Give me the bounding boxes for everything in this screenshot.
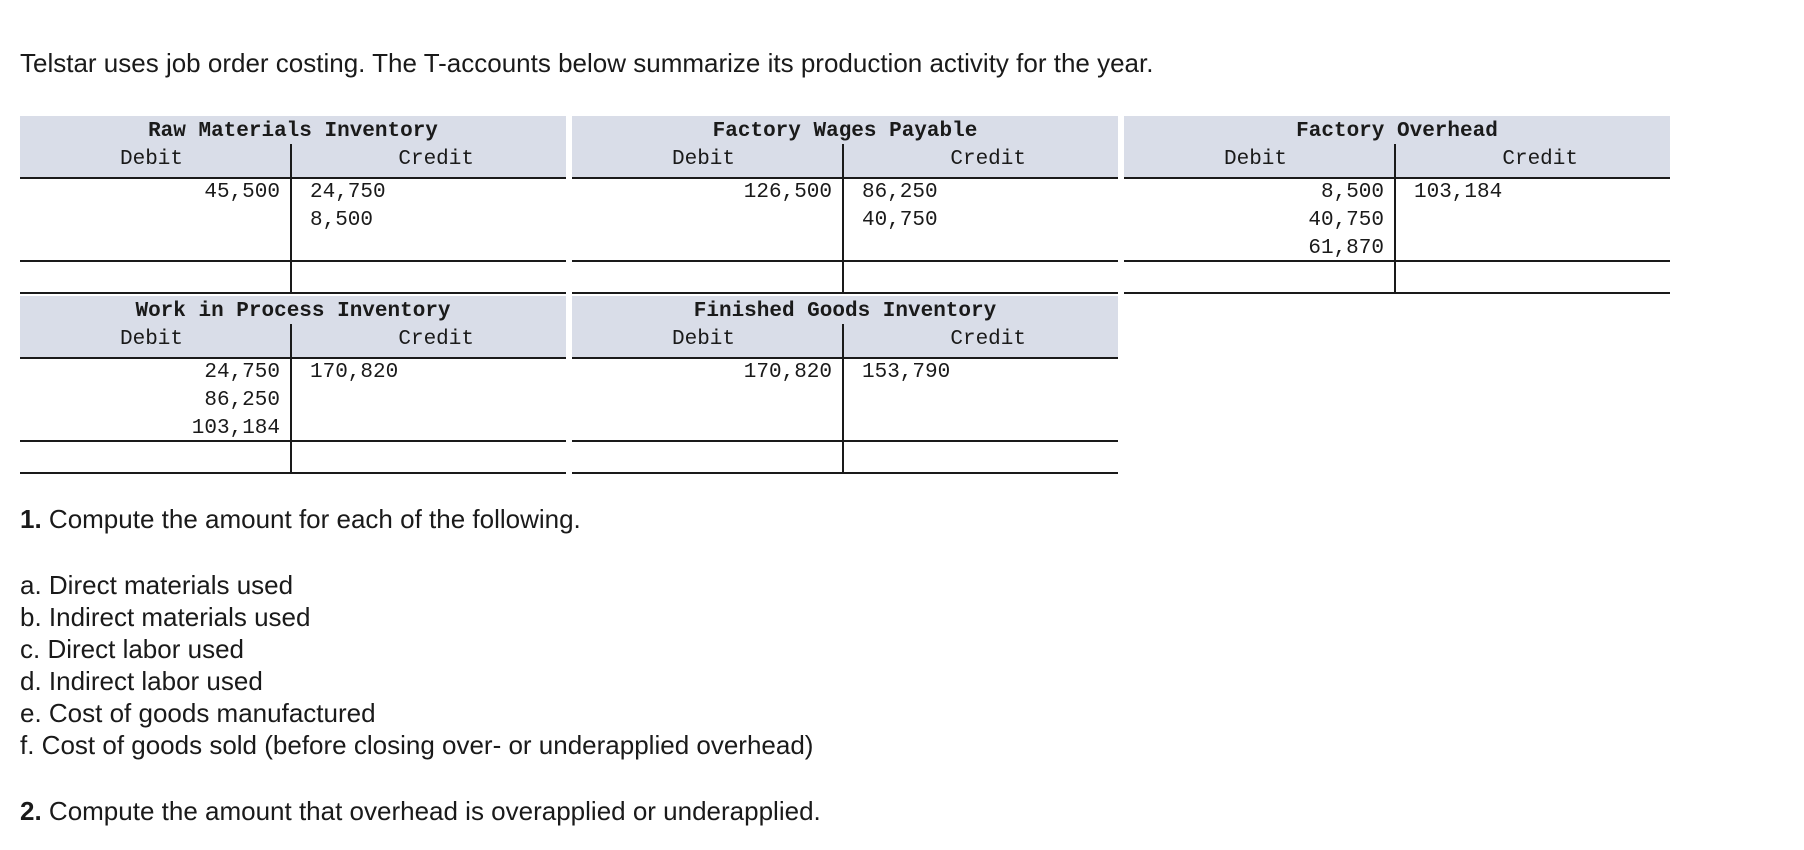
debit-label: Debit (120, 148, 184, 171)
credit-column (310, 179, 386, 235)
t-account-title: Raw Materials Inventory (148, 120, 438, 143)
t-account-title: Factory Wages Payable (712, 120, 978, 143)
debit-column (572, 179, 832, 207)
list-item: e. Cost of goods manufactured (20, 698, 376, 728)
debit-column (20, 359, 280, 443)
credit-entry: 103,184 (1414, 181, 1503, 204)
t-account-title: Work in Process Inventory (135, 300, 451, 323)
debit-label: Debit (672, 148, 736, 171)
t-bottom-rule (20, 292, 566, 294)
credit-column (1414, 179, 1502, 207)
t-account-factory-wages (572, 116, 1118, 296)
debit-column (20, 179, 280, 207)
credit-label: Credit (950, 148, 1026, 171)
credit-label: Credit (950, 328, 1026, 351)
t-account-header (572, 116, 1118, 177)
debit-entry: 86,250 (204, 389, 280, 412)
list-item: d. Indirect labor used (20, 666, 263, 696)
t-account-title: Finished Goods Inventory (693, 300, 997, 323)
credit-entry: 8,500 (310, 209, 374, 232)
question-2 (20, 796, 821, 827)
question-text: Compute the amount for each of the following. (41, 504, 581, 534)
intro-text: Telstar uses job order costing. The T-accounts below summarize its production activity for the year. (20, 48, 1154, 78)
debit-entry: 8,500 (1320, 181, 1384, 204)
t-total-rule (20, 440, 566, 442)
credit-label: Credit (398, 328, 474, 351)
list-item: c. Direct labor used (20, 634, 244, 664)
debit-label: Debit (1224, 148, 1288, 171)
t-total-rule (572, 260, 1118, 262)
credit-column (310, 359, 398, 387)
credit-entry: 86,250 (862, 181, 938, 204)
debit-column (1124, 179, 1384, 263)
list-item: b. Indirect materials used (20, 602, 311, 632)
t-account-work-in-process (20, 296, 566, 476)
credit-label: Credit (398, 148, 474, 171)
question-1-items (20, 569, 813, 761)
credit-column (862, 359, 950, 387)
t-bottom-rule (572, 472, 1118, 474)
t-account-raw-materials (20, 116, 566, 296)
debit-label: Debit (120, 328, 184, 351)
t-account-finished-goods (572, 296, 1118, 476)
t-account-header (20, 116, 566, 177)
credit-entry: 153,790 (862, 361, 951, 384)
debit-column (572, 359, 832, 387)
t-total-rule (20, 260, 566, 262)
question-number: 2. (20, 796, 42, 826)
debit-entry: 24,750 (204, 361, 280, 384)
debit-entry: 170,820 (743, 361, 832, 384)
t-account-header (572, 296, 1118, 357)
t-account-header (1124, 116, 1670, 177)
t-bottom-rule (572, 292, 1118, 294)
t-total-rule (572, 440, 1118, 442)
credit-entry: 170,820 (310, 361, 399, 384)
credit-label: Credit (1502, 148, 1578, 171)
credit-entry: 40,750 (862, 209, 938, 232)
credit-entry: 24,750 (310, 181, 386, 204)
credit-column (862, 179, 938, 235)
question-number: 1. (20, 504, 42, 534)
debit-entry: 45,500 (204, 181, 280, 204)
t-divider-balance (290, 262, 292, 294)
debit-entry: 61,870 (1308, 237, 1384, 260)
list-item: a. Direct materials used (20, 570, 294, 600)
list-item: f. Cost of goods sold (before closing over- or underapplied overhead) (20, 730, 814, 760)
debit-entry: 40,750 (1308, 209, 1384, 232)
debit-entry: 126,500 (743, 181, 832, 204)
debit-entry: 103,184 (191, 417, 280, 440)
t-bottom-rule (20, 472, 566, 474)
t-bottom-rule (1124, 292, 1670, 294)
debit-label: Debit (672, 328, 736, 351)
t-account-factory-overhead (1124, 116, 1670, 296)
t-account-header (20, 296, 566, 357)
t-divider-balance (842, 262, 844, 294)
question-text: Compute the amount that overhead is overapplied or underapplied. (41, 796, 821, 826)
question-1 (20, 504, 581, 535)
t-total-rule (1124, 260, 1670, 262)
t-account-title: Factory Overhead (1296, 120, 1498, 143)
